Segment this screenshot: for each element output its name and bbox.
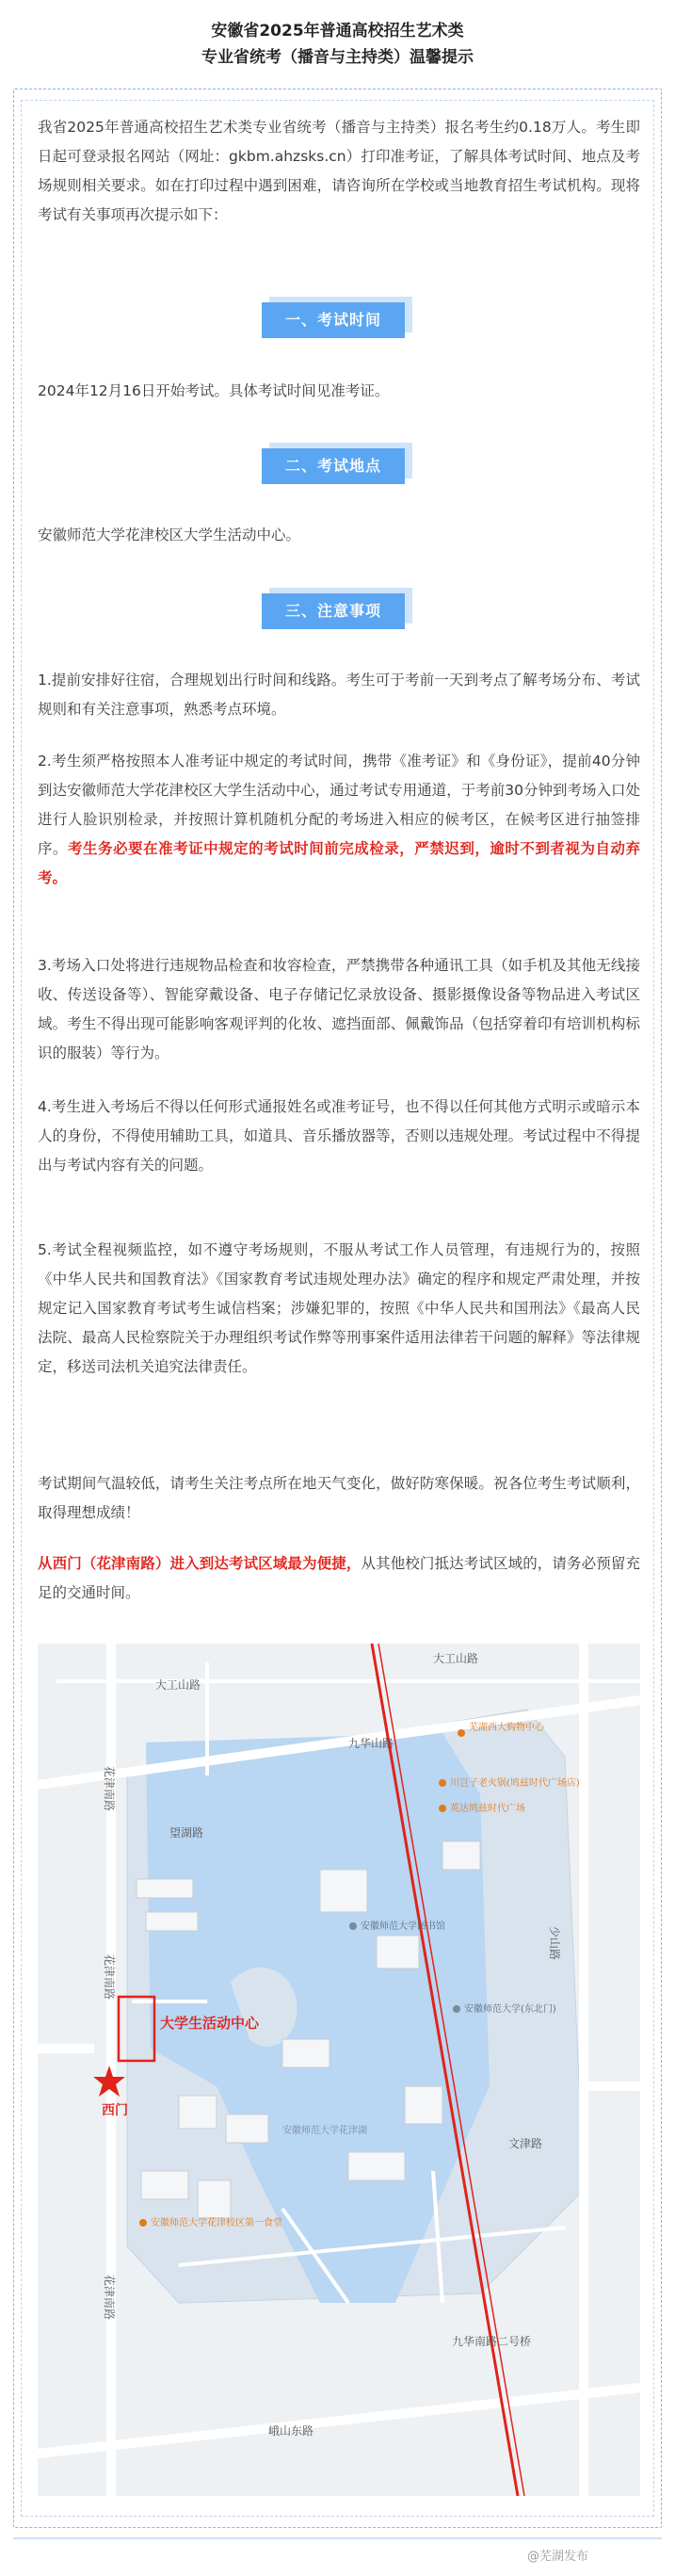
road-label-jiuhuashan: 九华山路 <box>348 1737 394 1750</box>
section-label-time: 一、考试时间 <box>262 302 405 338</box>
page-title-line1: 安徽省2025年普通高校招生艺术类 <box>211 22 464 41</box>
section-badge-place <box>262 443 412 484</box>
road-label-dagongshan-left: 大工山路 <box>155 1678 201 1692</box>
section-label-notes: 三、注意事项 <box>262 593 405 629</box>
road-label-wenjin: 文津路 <box>508 2137 543 2150</box>
poi-mall: 芜湖西大购物中心 <box>469 1723 544 1733</box>
page-title-line2: 专业省统考（播音与主持类）温馨提示 <box>201 48 474 67</box>
poi-canteen: 安徽师范大学花津校区第一食堂 <box>151 2218 282 2228</box>
note-2-text: 2.考生须严格按照本人准考证中规定的考试时间，携带《准考证》和《身份证》，提前40分钟到达安徽师范大学花津校区大学生活动中心，通过考试专用通道，于考前30分钟到考场入口处进行人脸识别检录，并按照计算机随机分配的考场进入相应的候考区，在候考区进行抽签排序。 <box>38 753 640 857</box>
bottom-divider <box>13 2537 662 2539</box>
road-label-bridge: 九华南路二号桥 <box>452 2335 532 2348</box>
road-label-wanghu: 望湖路 <box>169 1826 204 1839</box>
target-label: 大学生活动中心 <box>160 2015 260 2032</box>
section-badge-time <box>262 297 412 338</box>
lake-label: 安徽师范大学花津湖 <box>282 2126 367 2136</box>
road-label-sunlu: 少山路 <box>548 1926 561 1961</box>
road-label-huajin-mid: 花津南路 <box>103 1954 116 2001</box>
road-label-ehu: 峨山东路 <box>268 2424 314 2438</box>
route-text: 从其他校门抵达考试区域的，请务必预留充足的交通时间。 <box>38 1555 640 1601</box>
road-label-huajin-lower: 花津南路 <box>103 2275 116 2321</box>
watermark: @芜湖发布 <box>527 2550 589 2564</box>
place-paragraph: 安徽师范大学花津校区大学生活动中心。 <box>38 527 301 543</box>
route-paragraph <box>38 1549 640 1608</box>
poi-store2: 英达鸠兹时代广场 <box>450 1804 525 1814</box>
note-2 <box>38 747 640 893</box>
time-paragraph: 2024年12月16日开始考试。具体考试时间见准考证。 <box>38 382 390 399</box>
note-4: 4.考生进入考场后不得以任何形式通报姓名或准考证号，也不得以任何其他方式明示或暗示本人的身份，不得使用辅助工具，如道具、音乐播放器等，否则以违规处理。考试过程中不得提出与考试内容有关的问题。 <box>38 1098 640 1174</box>
poi-library: 安徽师范大学图书馆 <box>361 1921 445 1932</box>
road-label-dagongshan-right: 大工山路 <box>433 1652 479 1665</box>
section-badge-notes <box>262 588 412 629</box>
poi-store1: 川岂子老火锅(鸠兹时代广场店) <box>450 1778 580 1789</box>
note-3: 3.考场入口处将进行违规物品检查和妆容检查，严禁携带各种通讯工具（如手机及其他无线接收、传送设备等）、智能穿戴设备、电子存储记忆录放设备、摄影摄像设备等物品进入考试区域。考生不得出现可能影响客观评判的化妆、遮挡面部、佩戴饰品（包括穿着印有培训机构标识的服装）等行为。 <box>38 957 640 1061</box>
intro-paragraph: 我省2025年普通高校招生艺术类专业省统考（播音与主持类）报名考生约0.18万人。考生即日起可登录报名网站（网址：gkbm.ahzsks.cn）打印准考证，了解具体考试时间、地点及考场规则相关要求。如在打印过程中遇到困难，请咨询所在学校或当地教育招生考试机构。现将考试有关事项再次提示如下： <box>38 119 640 223</box>
note-2-warning: 考生务必要在准考证中规定的考试时间前完成检录，严禁迟到，逾时不到者视为自动弃考。 <box>38 840 640 886</box>
weather-paragraph: 考试期间气温较低，请考生关注考点所在地天气变化，做好防寒保暖。祝各位考生考试顺利，取得理想成绩！ <box>38 1475 640 1521</box>
gate-label: 西门 <box>102 2103 128 2118</box>
road-label-huajin-upper: 花津南路 <box>103 1766 116 1812</box>
note-1: 1.提前安排好往宿，合理规划出行时间和线路。考生可于考前一天到考点了解考场分布、考试规则和有关注意事项，熟悉考点环境。 <box>38 672 640 718</box>
section-label-place: 二、考试地点 <box>262 448 405 484</box>
route-highlight: 从西门（花津南路）进入到达考试区域最为便捷， <box>38 1555 362 1572</box>
campus-map[interactable] <box>38 1644 640 2496</box>
poi-school2: 安徽师范大学(东北门) <box>464 2004 556 2015</box>
note-5: 5.考试全程视频监控，如不遵守考场规则，不服从考试工作人员管理，有违规行为的，按照《中华人民共和国教育法》《国家教育考试违规处理办法》确定的程序和规定严肃处理，并按规定记入国家教育考试考生诚信档案；涉嫌犯罪的，按照《中华人民共和国刑法》《最高人民法院、最高人民检察院关于办理组织考试作弊等刑事案件适用法律若干问题的解释》等法律规定，移送司法机关追究法律责任。 <box>38 1241 640 1375</box>
